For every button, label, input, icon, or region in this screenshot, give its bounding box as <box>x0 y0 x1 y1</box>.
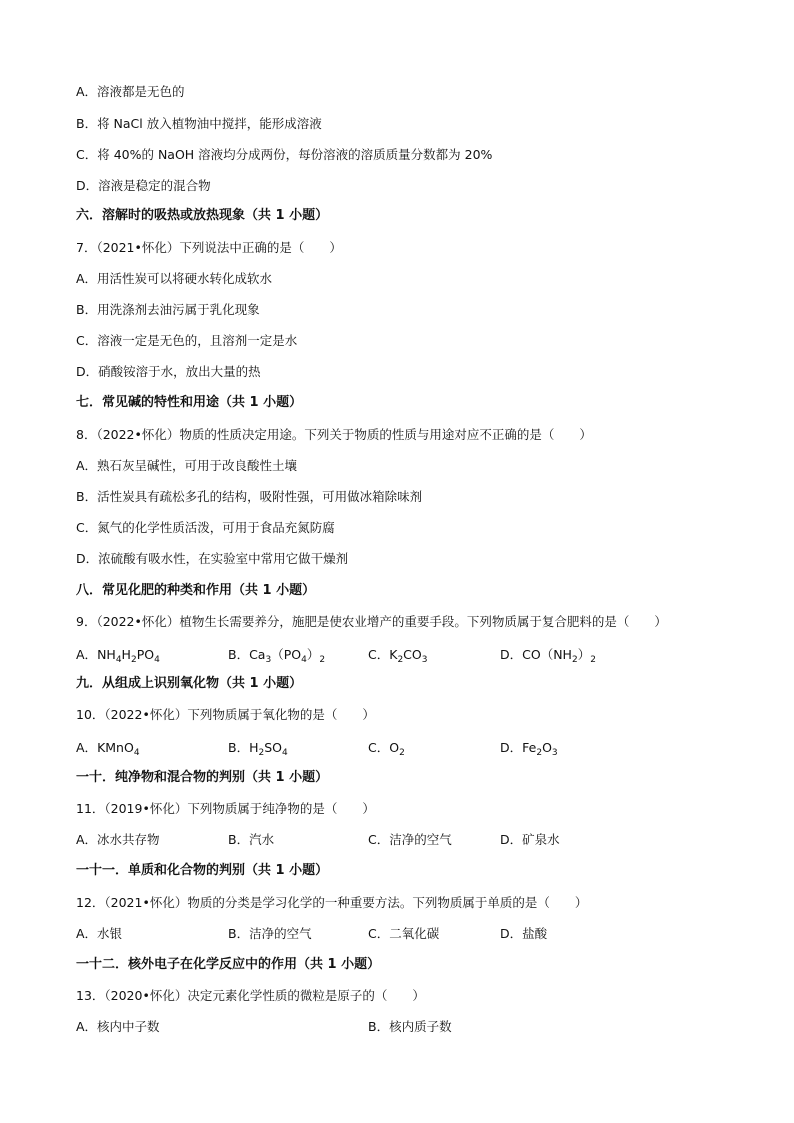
q7-option-c: C．溶液一定是无色的，且溶剂一定是水 <box>76 333 298 348</box>
q10-option-c: C．$O_2$ <box>368 740 405 758</box>
q9-option-b: B．$Ca_3(PO_4)_2$ <box>228 647 326 665</box>
q13-option-a: A．核内中子数 <box>76 1019 160 1034</box>
section-heading-10: 一十．纯净物和混合物的判别（共 1 小题） <box>76 770 329 785</box>
q8-option-d: D．浓硫酸有吸水性，在实验室中常用它做干燥剂 <box>76 551 349 566</box>
section-heading-6: 六．溶解时的吸热或放热现象（共 1 小题） <box>76 208 329 223</box>
q12-stem: 12．（2021•怀化）物质的分类是学习化学的一种重要方法。下列物质属于单质的是（ ） <box>76 895 588 910</box>
q9-option-a: A．$NH_4H_2PO_4$ <box>76 647 160 665</box>
q11-option-b: B．汽水 <box>228 832 275 847</box>
q9-option-d: D．$CO(NH_2)_2$ <box>500 647 596 665</box>
q11-option-d: D．矿泉水 <box>500 832 560 847</box>
q8-option-a: A．熟石灰呈碱性，可用于改良酸性土壤 <box>76 458 298 473</box>
q10-option-b: B．$H_2SO_4$ <box>228 740 288 758</box>
section-heading-12: 一十二．核外电子在化学反应中的作用（共 1 小题） <box>76 957 381 972</box>
q8-option-b: B．活性炭具有疏松多孔的结构，吸附性强，可用做冰箱除味剂 <box>76 489 423 504</box>
section-heading-8: 八．常见化肥的种类和作用（共 1 小题） <box>76 583 316 598</box>
q7-option-d: D．硝酸铵溶于水，放出大量的热 <box>76 364 261 379</box>
q10-stem: 10．（2022•怀化）下列物质属于氧化物的是（ ） <box>76 707 375 722</box>
q10-option-a: A．KMnO$_4$ <box>76 740 140 758</box>
q7-option-b: B．用洗涤剂去油污属于乳化现象 <box>76 302 260 317</box>
q13-option-b: B．核内质子数 <box>368 1019 452 1034</box>
q6-option-b: B．将 NaCl 放入植物油中搅拌，能形成溶液 <box>76 116 322 131</box>
section-heading-7: 七．常见碱的特性和用途（共 1 小题） <box>76 395 303 410</box>
q11-stem: 11．（2019•怀化）下列物质属于纯净物的是（ ） <box>76 801 375 816</box>
q8-option-c: C．氮气的化学性质活泼，可用于食品充氮防腐 <box>76 520 335 535</box>
q12-option-b: B．洁净的空气 <box>228 926 312 941</box>
q8-stem: 8．（2022•怀化）物质的性质决定用途。下列关于物质的性质与用途对应不正确的是（ ） <box>76 427 592 442</box>
q6-option-d: D．溶液是稳定的混合物 <box>76 178 211 193</box>
q6-option-c: C．将 40%的 NaOH 溶液均分成两份，每份溶液的溶质质量分数都为 20% <box>76 147 493 162</box>
q7-stem: 7．（2021•怀化）下列说法中正确的是（ ） <box>76 240 342 255</box>
section-heading-9: 九．从组成上识别氧化物（共 1 小题） <box>76 676 303 691</box>
q9-stem: 9．（2022•怀化）植物生长需要养分，施肥是使农业增产的重要手段。下列物质属于复合肥料的是（ ） <box>76 614 667 629</box>
q12-option-d: D．盐酸 <box>500 926 548 941</box>
q12-option-a: A．水银 <box>76 926 123 941</box>
q10-option-d: D．$Fe_2O_3$ <box>500 740 558 758</box>
section-heading-11: 一十一．单质和化合物的判别（共 1 小题） <box>76 863 329 878</box>
q6-option-a: A．溶液都是无色的 <box>76 84 185 99</box>
q13-stem: 13．（2020•怀化）决定元素化学性质的微粒是原子的（ ） <box>76 988 425 1003</box>
q12-option-c: C．二氧化碳 <box>368 926 440 941</box>
q9-option-c: C．$K_2CO_3$ <box>368 647 428 665</box>
q7-option-a: A．用活性炭可以将硬水转化成软水 <box>76 271 273 286</box>
q11-option-c: C．洁净的空气 <box>368 832 452 847</box>
q11-option-a: A．冰水共存物 <box>76 832 160 847</box>
